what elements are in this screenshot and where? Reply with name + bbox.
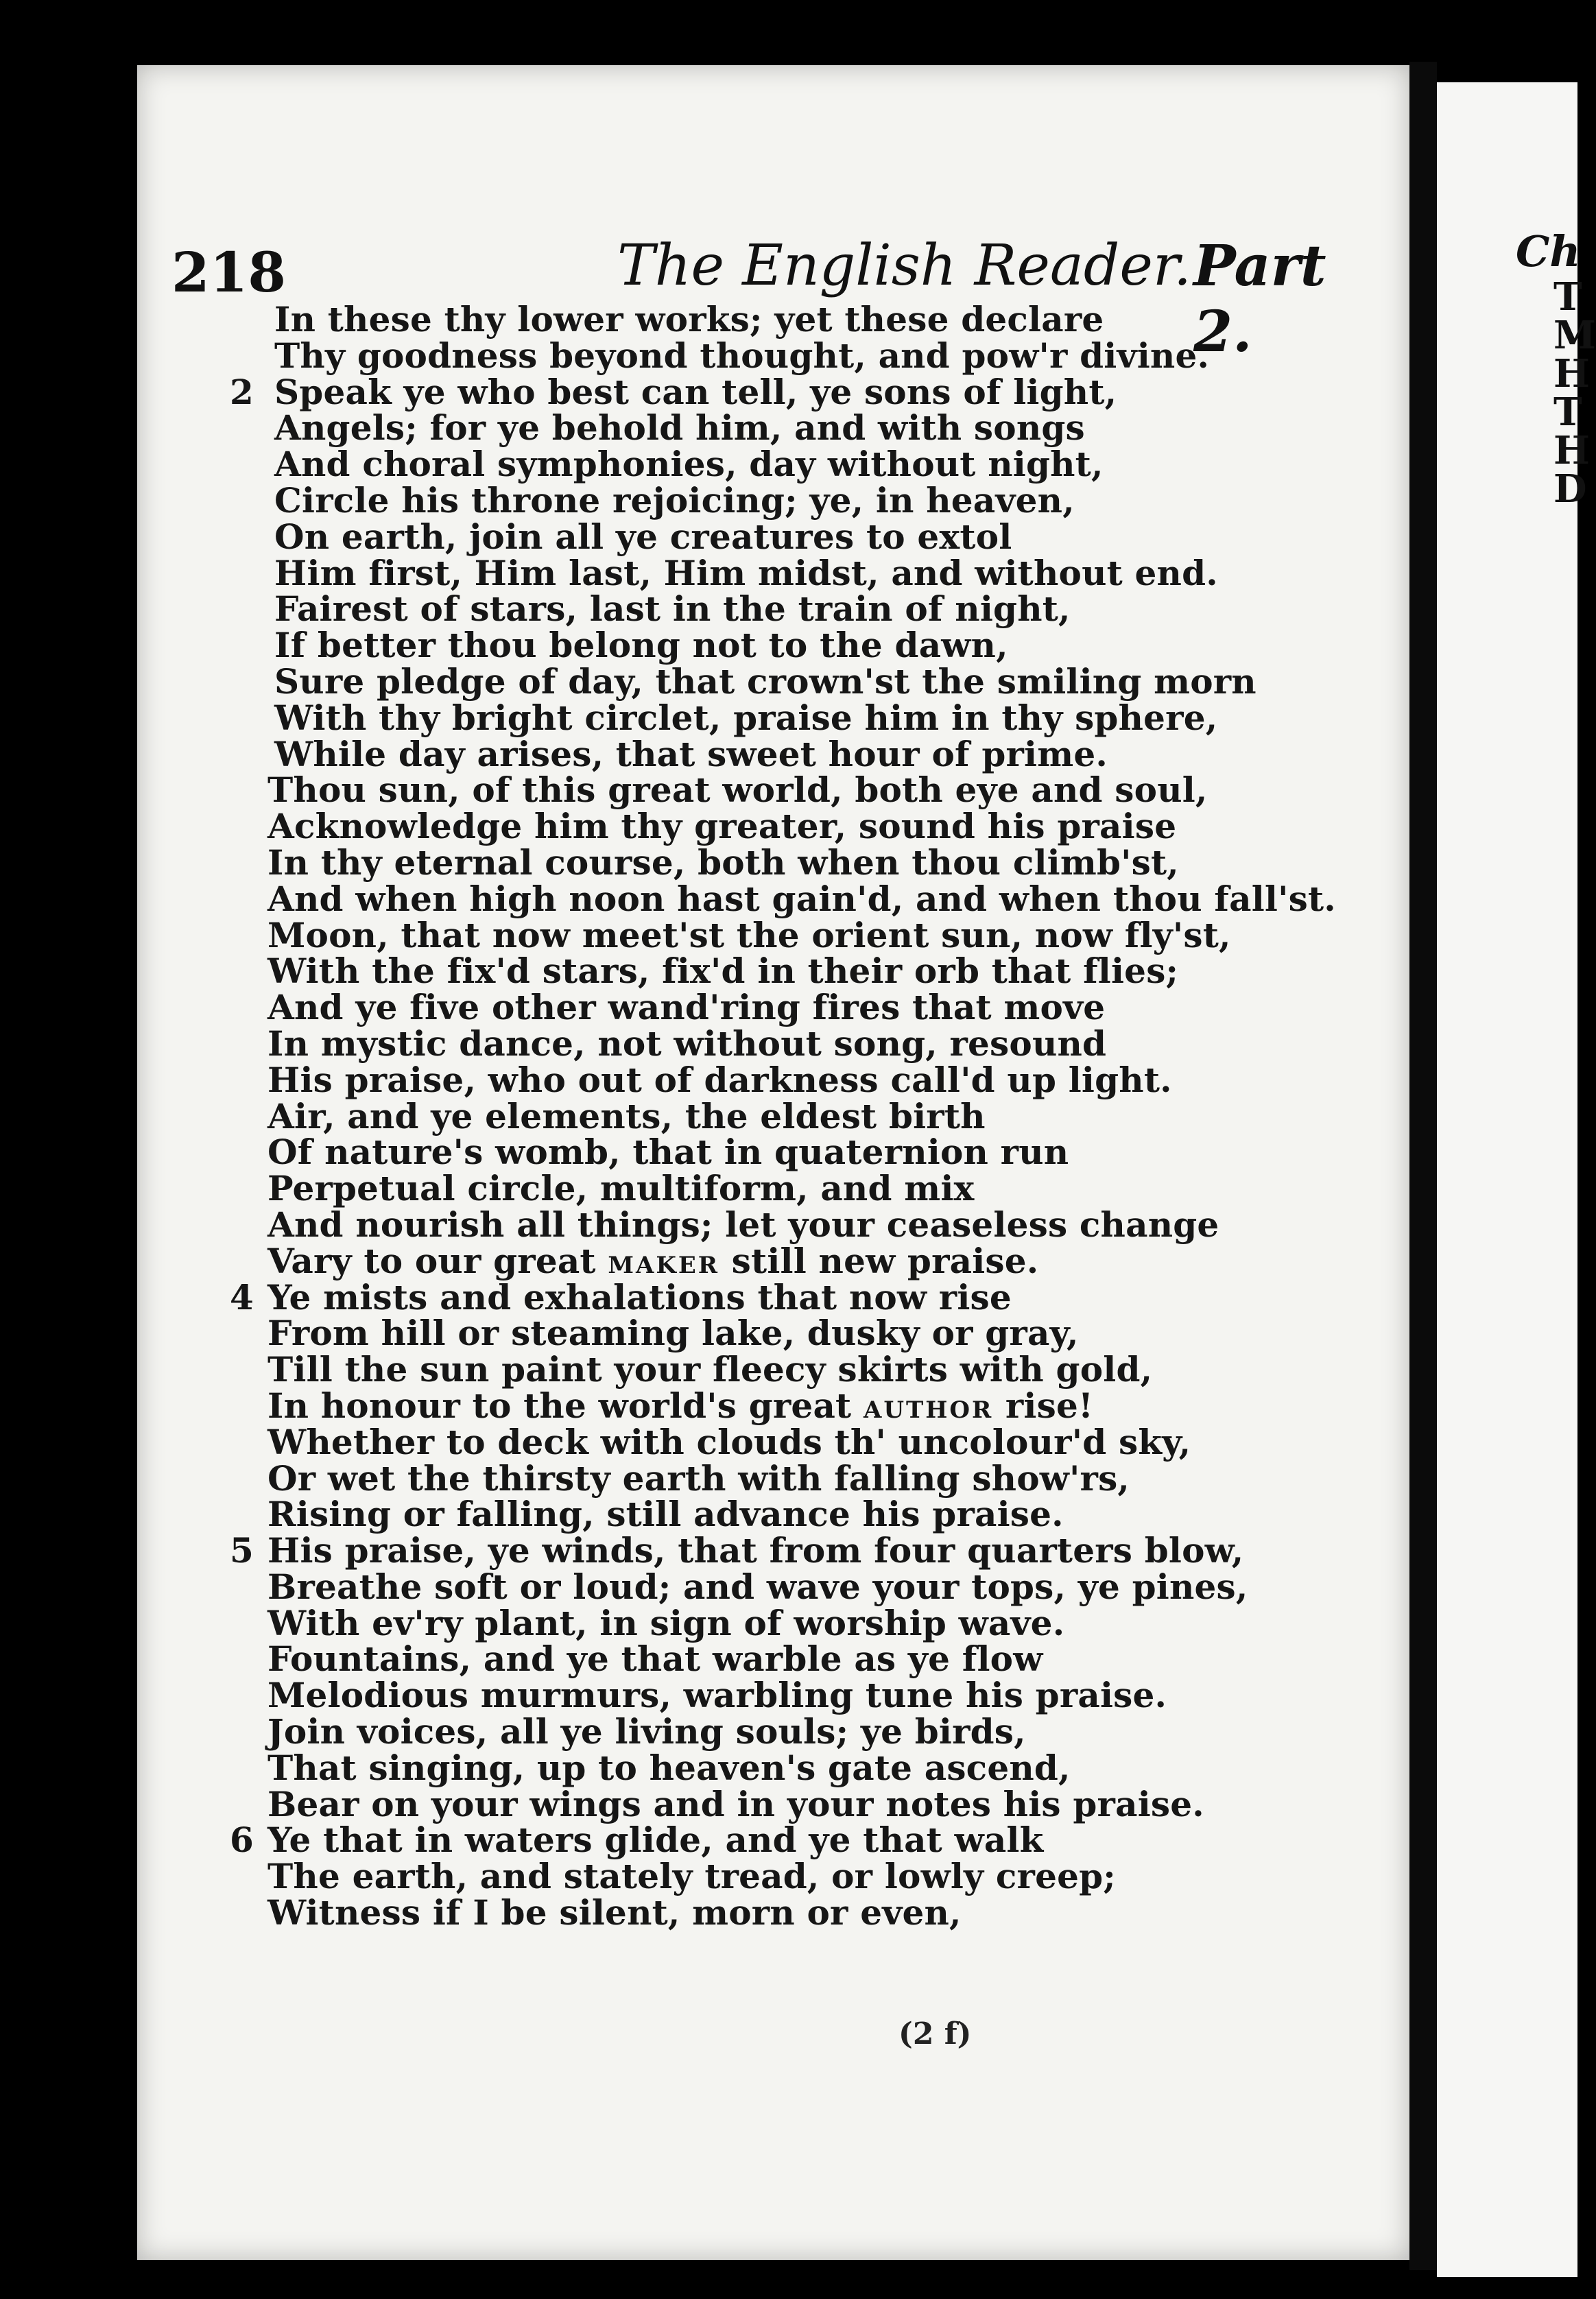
line-text: Circle his throne rejoicing; ye, in heaven, (274, 479, 1075, 521)
text-line (267, 1349, 1399, 1390)
line-text: Perpetual circle, multiform, and mix (267, 1168, 975, 1209)
stanza-number: 4 (230, 1276, 254, 1318)
text-line (267, 987, 1399, 1028)
text-line (267, 914, 1399, 955)
line-text: The earth, and stately tread, or lowly creep; (267, 1856, 1116, 1897)
right-page-letter: T (1553, 390, 1582, 435)
line-text: In thy eternal course, both when thou climb'st, (267, 842, 1179, 883)
text-line (267, 1457, 1399, 1499)
text-line (230, 1530, 1399, 1571)
text-line (267, 660, 1399, 702)
line-text: Fairest of stars, last in the train of night, (274, 588, 1071, 630)
right-page-letter: H (1553, 428, 1590, 473)
text-line (267, 806, 1399, 847)
line-text: Him first, Him last, Him midst, and without end. (274, 552, 1218, 593)
book-title: The English Reader. (617, 233, 1192, 298)
line-text: Fountains, and ye that warble as ye flow (267, 1639, 1043, 1680)
text-line (267, 625, 1399, 666)
text-line (267, 1641, 1399, 1678)
text-line (267, 1783, 1399, 1824)
text-line (267, 1315, 1399, 1352)
text-line (267, 842, 1399, 883)
line-text: Bear on your wings and in your notes his praise. (267, 1783, 1204, 1824)
text-line (267, 1711, 1399, 1752)
line-text: Of nature's womb, that in quaternion run (267, 1132, 1069, 1173)
line-text: Breathe soft or loud; and wave your tops, ye pines, (267, 1566, 1248, 1607)
text-line (267, 953, 1399, 990)
right-page-head: Ch (1516, 226, 1581, 276)
text-line (267, 516, 1399, 557)
line-text: Ye that in waters glide, and ye that walk (267, 1820, 1044, 1861)
page-number: 218 (171, 240, 286, 305)
text-line (267, 1494, 1399, 1535)
line-text: Sure pledge of day, that crown'st the smiling morn (274, 660, 1256, 702)
text-line (267, 299, 1399, 340)
text-line (267, 1023, 1399, 1064)
line-text: Whether to deck with clouds th' uncolour'd sky, (267, 1421, 1191, 1462)
line-text: From hill or steaming lake, dusky or gray, (267, 1313, 1079, 1354)
text-line (267, 335, 1399, 376)
text-line (267, 1059, 1399, 1100)
line-text: In these thy lower works; yet these declare (274, 299, 1104, 340)
line-text: Join voices, all ye living souls; ye birds, (267, 1711, 1026, 1752)
line-text: Till the sun paint your fleecy skirts with gold, (267, 1349, 1153, 1390)
line-text: Thy goodness beyond thought, and pow'r divine. (274, 335, 1210, 376)
text-line (267, 552, 1399, 593)
right-page-letter: T (1553, 274, 1582, 320)
text-line (267, 1421, 1399, 1462)
text-line (267, 1385, 1399, 1426)
text-line (267, 697, 1399, 738)
text-line (267, 1747, 1399, 1788)
text-line (267, 407, 1399, 449)
text-line (267, 733, 1399, 774)
text-line (230, 1820, 1399, 1861)
text-line (230, 1276, 1399, 1318)
right-page-letter: M (1553, 313, 1596, 358)
text-line (267, 1892, 1399, 1933)
line-text: Ye mists and exhalations that now rise (267, 1276, 1012, 1318)
line-text: And choral symphonies, day without night, (274, 444, 1104, 485)
text-line (267, 1134, 1399, 1171)
right-page-letter: D (1553, 466, 1587, 512)
gutter-shadow (1409, 62, 1437, 2270)
line-text: On earth, join all ye creatures to extol (274, 516, 1012, 557)
text-line (267, 446, 1399, 483)
line-text: With the fix'd stars, fix'd in their orb that flies; (267, 951, 1179, 992)
line-text: Or wet the thirsty earth with falling show'rs, (267, 1457, 1130, 1499)
line-text: His praise, who out of darkness call'd up light. (267, 1059, 1172, 1100)
line-text: In honour to the world's great AUTHOR rise! (267, 1385, 1094, 1426)
line-text: If better thou belong not to the dawn, (274, 625, 1008, 666)
text-line (267, 479, 1399, 521)
text-line (267, 1095, 1399, 1136)
line-text: And ye five other wand'ring fires that move (267, 987, 1106, 1028)
text-line (230, 371, 1399, 412)
line-text: While day arises, that sweet hour of prime. (274, 733, 1108, 774)
right-page-line-starts (1553, 274, 1596, 512)
text-line (267, 1675, 1399, 1716)
line-text: And nourish all things; let your ceaseless change (267, 1204, 1219, 1245)
stanza-number: 5 (230, 1530, 254, 1571)
stanza-number: 6 (230, 1820, 254, 1861)
line-text: Vary to our great MAKER still new praise. (267, 1240, 1039, 1281)
text-line (267, 1168, 1399, 1209)
line-text: Moon, that now meet'st the orient sun, now fly'st, (267, 914, 1231, 955)
line-text: With ev'ry plant, in sign of worship wave. (267, 1602, 1065, 1643)
text-line (267, 1240, 1399, 1281)
text-line (267, 1204, 1399, 1245)
text-line (267, 1856, 1399, 1897)
line-text: Air, and ye elements, the eldest birth (267, 1095, 986, 1136)
line-text: Witness if I be silent, morn or even, (267, 1892, 962, 1933)
signature-mark: (2 f) (898, 2016, 972, 2051)
line-text: Acknowledge him thy greater, sound his praise (267, 806, 1177, 847)
text-line (267, 878, 1399, 919)
text-line (267, 1566, 1399, 1607)
line-text: That singing, up to heaven's gate ascend, (267, 1747, 1071, 1788)
line-text: Thou sun, of this great world, both eye and soul, (267, 770, 1208, 811)
line-text: Melodious murmurs, warbling tune his praise. (267, 1675, 1167, 1716)
text-line (267, 1602, 1399, 1643)
line-text: His praise, ye winds, that from four quarters blow, (267, 1530, 1244, 1571)
part-label: Part 2. (1193, 233, 1326, 365)
line-text: In mystic dance, not without song, resound (267, 1023, 1107, 1064)
text-line (267, 772, 1399, 809)
line-text: Speak ye who best can tell, ye sons of light, (274, 371, 1117, 412)
line-text: Rising or falling, still advance his praise. (267, 1494, 1064, 1535)
line-text: And when high noon hast gain'd, and when thou fall'st. (267, 878, 1336, 919)
line-text: Angels; for ye behold him, and with songs (274, 407, 1085, 449)
stanza-number: 2 (230, 371, 254, 412)
line-text: With thy bright circlet, praise him in thy sphere, (274, 697, 1218, 738)
right-page-letter: H (1553, 351, 1590, 396)
text-line (267, 588, 1399, 630)
